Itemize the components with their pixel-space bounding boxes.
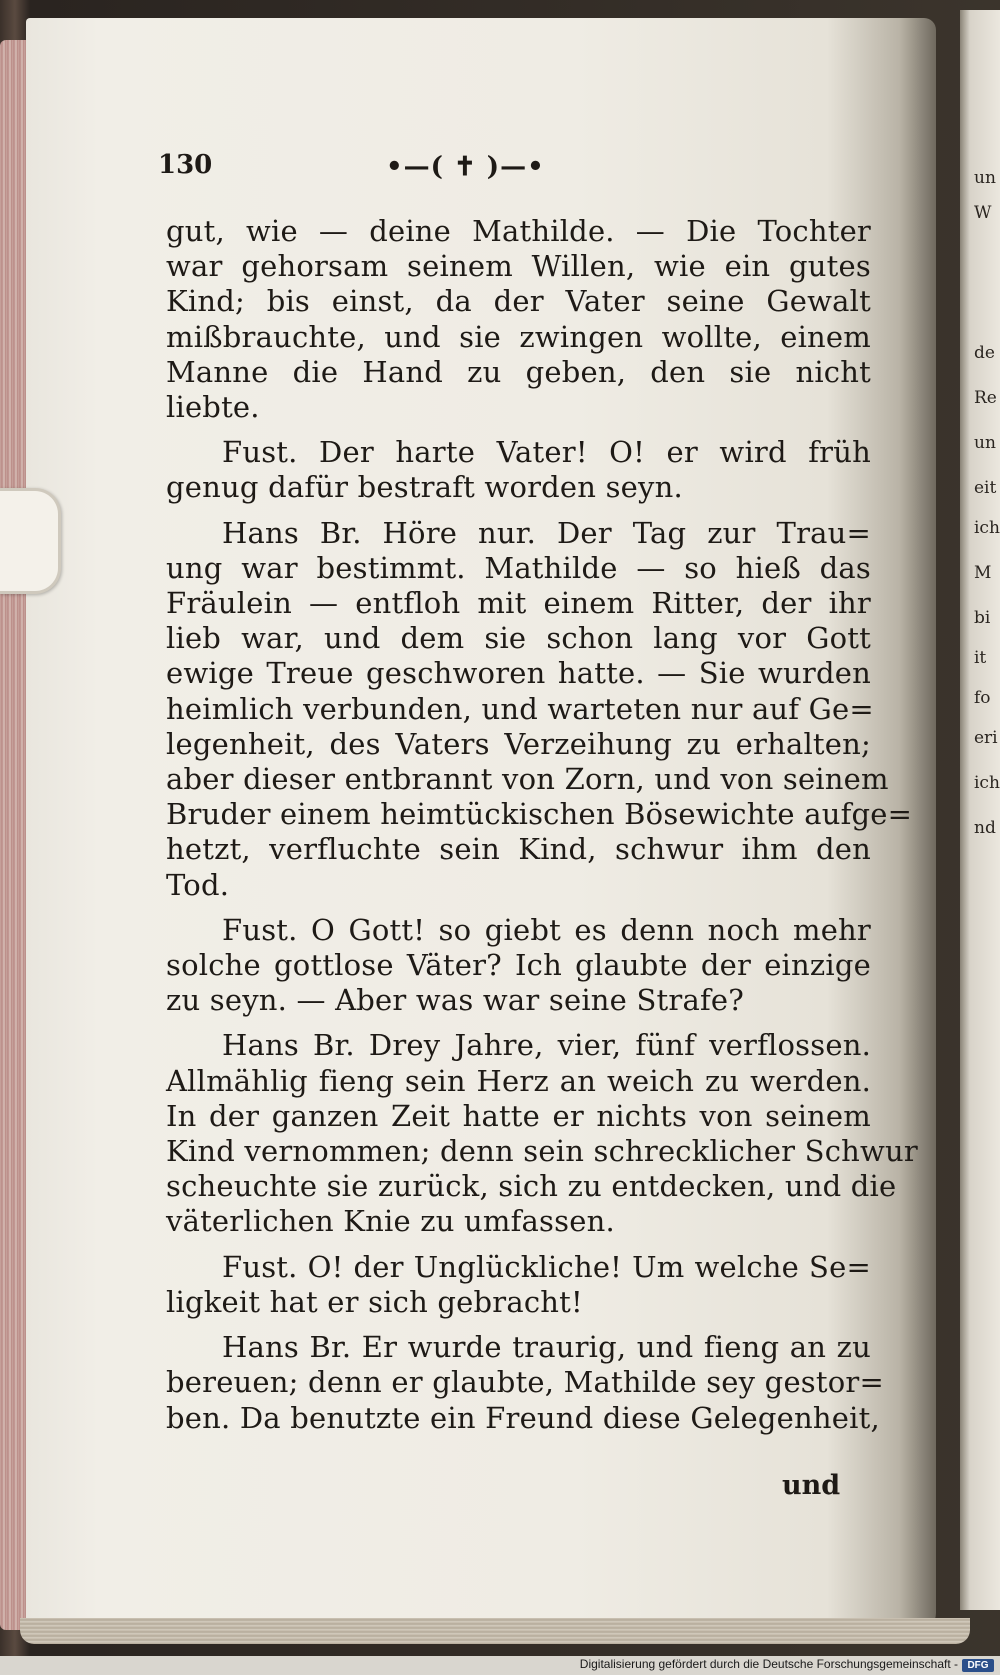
- text-line: legenheit, des Vaters Verzeihung zu erhalten;: [166, 726, 871, 761]
- next-page-fragment: M: [974, 563, 992, 583]
- text-line: Tod.: [166, 867, 230, 902]
- dfg-logo: DFG: [962, 1659, 994, 1672]
- text-line: Hans Br. Höre nur. Der Tag zur Trau=: [222, 515, 871, 550]
- text-line: väterlichen Knie zu umfassen.: [166, 1204, 615, 1239]
- text-line: Fräulein — entfloh mit einem Ritter, der ihr: [166, 586, 871, 621]
- paragraph: [166, 1330, 884, 1436]
- text-line: ligkeit hat er sich gebracht!: [166, 1284, 583, 1319]
- text-line: Fust. O! der Unglückliche! Um welche Se=: [222, 1249, 871, 1284]
- text-line: zu seyn. — Aber was war seine Strafe?: [166, 983, 744, 1018]
- text-line: lieb war, und dem sie schon lang vor Gott: [166, 621, 871, 656]
- text-line: ben. Da benutzte ein Freund diese Gelegenheit,: [166, 1400, 880, 1435]
- text-line: Hans Br. Er wurde traurig, und fieng an zu: [222, 1330, 871, 1365]
- next-page-fragment: fo: [974, 688, 991, 708]
- text-line: bereuen; denn er glaubte, Mathilde sey gestor=: [166, 1365, 884, 1400]
- paragraph: [166, 515, 913, 903]
- text-line: ung war bestimmt. Mathilde — so hieß das: [166, 550, 871, 585]
- text-line: ewige Treue geschworen hatte. — Sie wurden: [166, 656, 871, 691]
- text-line: Hans Br. Drey Jahre, vier, fünf verflossen.: [222, 1028, 871, 1063]
- text-line: Fust. Der harte Vater! O! er wird früh: [222, 435, 871, 470]
- header-ornament: •—( ✝ )—•: [386, 152, 545, 182]
- page-clip: [0, 488, 61, 594]
- text-line: heimlich verbunden, und warteten nur auf Ge=: [166, 691, 874, 726]
- paragraph: [166, 1250, 871, 1320]
- next-page-fragment: ich: [974, 518, 1000, 538]
- next-page-fragment: eit: [974, 478, 997, 498]
- text-line: Allmählig fieng sein Herz an weich zu werden.: [166, 1063, 871, 1098]
- catchword: und: [782, 1470, 841, 1501]
- next-page-fragment: eri: [974, 728, 998, 748]
- text-line: aber dieser entbrannt von Zorn, und von seinem: [166, 762, 889, 797]
- text-line: mißbrauchte, und sie zwingen wollte, einem: [166, 319, 871, 354]
- text-line: Bruder einem heimtückischen Bösewichte aufge=: [166, 797, 913, 832]
- footer-credit: Digitalisierung gefördert durch die Deutsche Forschungsgemeinschaft -: [579, 1657, 958, 1671]
- text-line: Kind vernommen; denn sein schrecklicher Schwur: [166, 1134, 918, 1169]
- text-line: gut, wie — deine Mathilde. — Die Tochter: [166, 214, 871, 248]
- text-line: Fust. O Gott! so giebt es denn noch mehr: [222, 912, 871, 947]
- next-page-fragment: bi: [974, 608, 991, 628]
- next-page-sliver: [960, 10, 1000, 1610]
- text-line: hetzt, verfluchte sein Kind, schwur ihm den: [166, 832, 871, 867]
- next-page-fragment: Re: [974, 388, 997, 408]
- text-line: Kind; bis einst, da der Vater seine Gewalt: [166, 284, 871, 319]
- text-line: liebte.: [166, 390, 260, 425]
- paragraph: [166, 1028, 918, 1239]
- next-page-fragment: it: [974, 648, 987, 668]
- page-body-text: [166, 214, 918, 1446]
- paragraph: [166, 913, 871, 1019]
- page-header: [158, 150, 658, 190]
- next-page-fragment: W: [974, 203, 992, 223]
- page-number: 130: [158, 150, 213, 180]
- text-line: In der ganzen Zeit hatte er nichts von seinem: [166, 1098, 871, 1133]
- text-line: genug dafür bestraft worden seyn.: [166, 470, 683, 505]
- next-page-fragment: ich: [974, 773, 1000, 793]
- footer-bar: [0, 1656, 1000, 1675]
- paragraph: [166, 214, 871, 425]
- text-line: solche gottlose Väter? Ich glaubte der einzige: [166, 948, 871, 983]
- next-page-fragment: un: [974, 433, 996, 453]
- page-stack-bottom: [20, 1618, 970, 1644]
- next-page-fragment: nd: [974, 818, 996, 838]
- next-page-fragment: de: [974, 343, 995, 363]
- paragraph: [166, 435, 871, 505]
- text-line: scheuchte sie zurück, sich zu entdecken, und die: [166, 1169, 897, 1204]
- next-page-fragment: un: [974, 168, 996, 188]
- text-line: Manne die Hand zu geben, den sie nicht: [166, 354, 871, 389]
- text-line: war gehorsam seinem Willen, wie ein gutes: [166, 249, 871, 284]
